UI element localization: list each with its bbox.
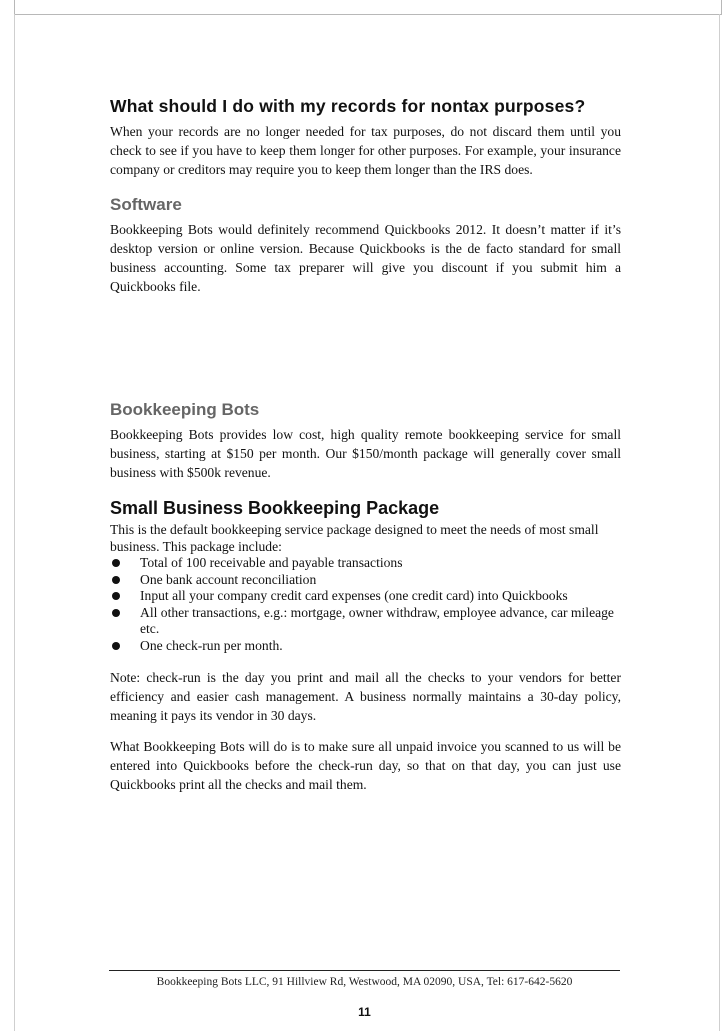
bullet-icon: [112, 559, 120, 567]
check-run-note: Note: check-run is the day you print and mail all the checks to your vendors for better efficiency and easier cash management. A business normally maintains a 30-day policy, meaning it pays its vendor in 30 days.: [110, 670, 621, 723]
page-frame-left: [14, 14, 15, 1031]
bookkeeping-bots-paragraph: Bookkeeping Bots provides low cost, high quality remote bookkeeping service for small business, starting at $150 per month. Our $150/month package will generally cover small business with $500k revenue.: [110, 427, 621, 480]
section-records: [110, 92, 621, 179]
bullet-icon: [112, 642, 120, 650]
list-item-text: Input all your company credit card expenses (one credit card) into Quickbooks: [140, 588, 568, 603]
section-package: [110, 496, 621, 794]
list-item-text: Total of 100 receivable and payable transactions: [140, 555, 403, 570]
list-item: [110, 588, 621, 605]
section-software: [110, 194, 621, 296]
package-heading: Small Business Bookkeeping Package: [110, 498, 440, 518]
list-item: [110, 572, 621, 589]
bullet-icon: [112, 609, 120, 617]
document-body: [110, 92, 621, 794]
page-number: 11: [358, 1005, 371, 1019]
bullet-icon: [112, 592, 120, 600]
page-frame-top: [14, 0, 722, 15]
bookkeeping-bots-heading: Bookkeeping Bots: [110, 400, 260, 419]
list-item: [110, 555, 621, 572]
footer-divider: [109, 970, 620, 971]
records-paragraph: When your records are no longer needed for tax purposes, do not discard them until you check to see if you have to keep them longer for other purposes. For example, your insurance company or creditors may require you to keep them longer than the IRS does.: [110, 124, 621, 177]
page-frame-right: [719, 14, 720, 1031]
section-bookkeeping-bots: [110, 399, 621, 482]
footer-address: Bookkeeping Bots LLC, 91 Hillview Rd, Westwood, MA 02090, USA, Tel: 617-642-5620: [156, 976, 573, 988]
software-heading: Software: [110, 195, 182, 214]
bullet-icon: [112, 576, 120, 584]
list-item: [110, 605, 621, 638]
records-heading: What should I do with my records for nontax purposes?: [110, 96, 586, 116]
list-item-text: One check-run per month.: [140, 637, 283, 653]
list-item-text: One bank account reconciliation: [140, 571, 317, 587]
closing-paragraph: What Bookkeeping Bots will do is to make sure all unpaid invoice you scanned to us will be entered into Quickbooks before the check-run day, so that on that day, you can just use Quickbooks print all the checks and mail them.: [110, 739, 621, 792]
package-list: [110, 555, 621, 654]
software-paragraph: Bookkeeping Bots would definitely recommend Quickbooks 2012. It doesn’t matter if it’s desktop version or online version. Because Quickbooks is the de facto standard for small business accounting. Some tax preparer will give you discount if you submit him a Quickbooks file.: [110, 222, 621, 294]
list-item: [110, 638, 621, 655]
package-intro: This is the default bookkeeping service package designed to meet the needs of most small business. This package include:: [110, 522, 599, 554]
list-item-text: All other transactions, e.g.: mortgage, owner withdraw, employee advance, car mileage etc.: [140, 604, 614, 636]
